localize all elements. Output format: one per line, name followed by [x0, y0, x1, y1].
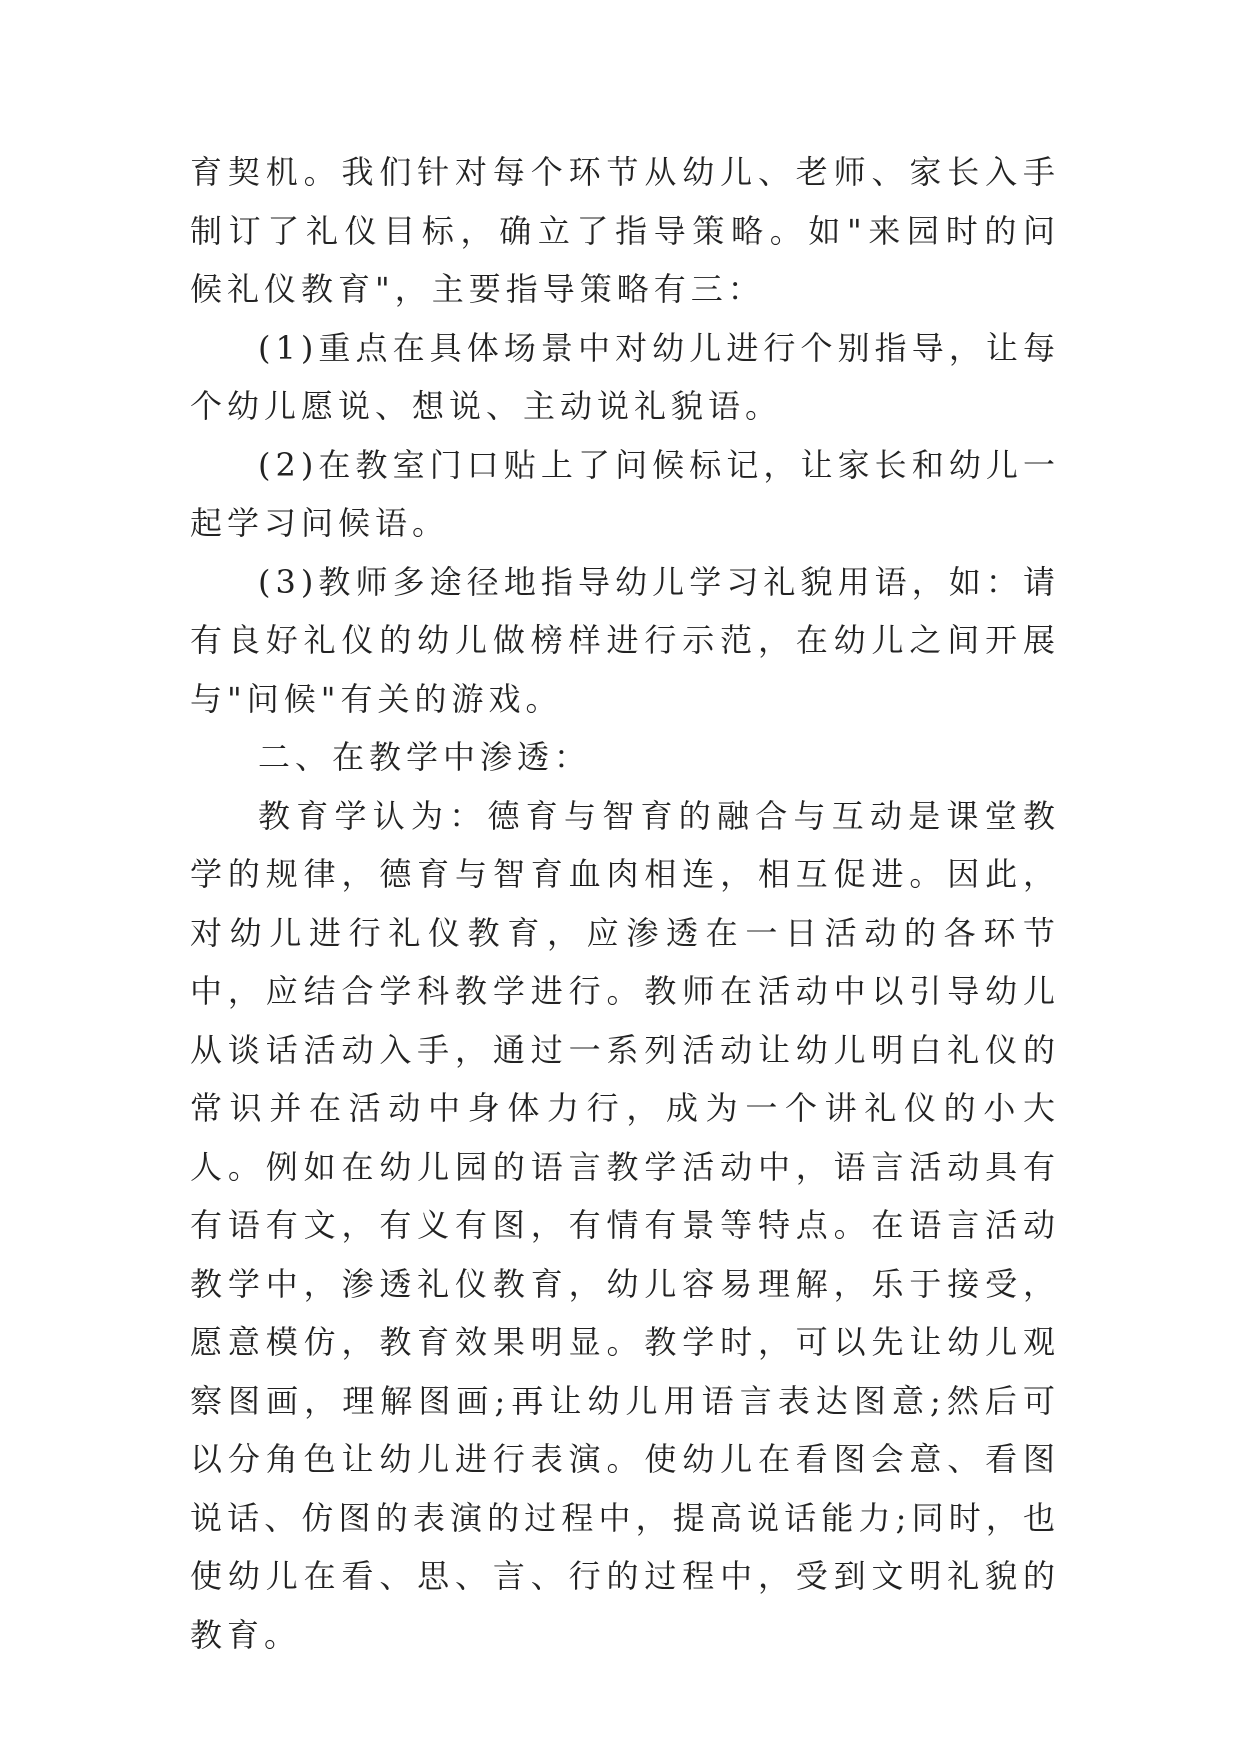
- section-heading-teaching: 二、在教学中渗透：: [258, 738, 592, 776]
- paragraph-teaching-body: 教育学认为：德育与智育的融合与互动是课堂教学的规律，德育与智育血肉相连，相互促进。因此，对幼儿进行礼仪教育，应渗透在一日活动的各环节中，应结合学科教学进行。教师在活动中以引导幼儿从谈话活动入手，通过一系列活动让幼儿明白礼仪的常识并在活动中身体力行，成为一个讲礼仪的小大人。例如在幼儿园的语言教学活动中，语言活动具有有语有文，有义有图，有情有景等特点。在语言活动教学中，渗透礼仪教育，幼儿容易理解，乐于接受，愿意模仿，教育效果明显。教学时，可以先让幼儿观察图画，理解图画;再让幼儿用语言表达图意;然后可以分角色让幼儿进行表演。使幼儿在看图会意、看图说话、仿图的表演的过程中，提高说话能力;同时，也使幼儿在看、思、言、行的过程中，受到文明礼貌的教育。: [190, 796, 1060, 1654]
- paragraph-strategy-1: (1)重点在具体场景中对幼儿进行个别指导，让每个幼儿愿说、想说、主动说礼貌语。: [190, 328, 1060, 425]
- paragraph-strategy-3: (3)教师多途径地指导幼儿学习礼貌用语，如：请有良好礼仪的幼儿做榜样进行示范，在幼儿之间开展与"问候"有关的游戏。: [190, 562, 1060, 718]
- paragraph-intro-continuation: 育契机。我们针对每个环节从幼儿、老师、家长入手制订了礼仪目标，确立了指导策略。如"来园时的问候礼仪教育"，主要指导策略有三：: [190, 153, 1060, 308]
- document-body: [190, 143, 1060, 1664]
- paragraph-strategy-2: (2)在教室门口贴上了问候标记，让家长和幼儿一起学习问候语。: [190, 445, 1060, 542]
